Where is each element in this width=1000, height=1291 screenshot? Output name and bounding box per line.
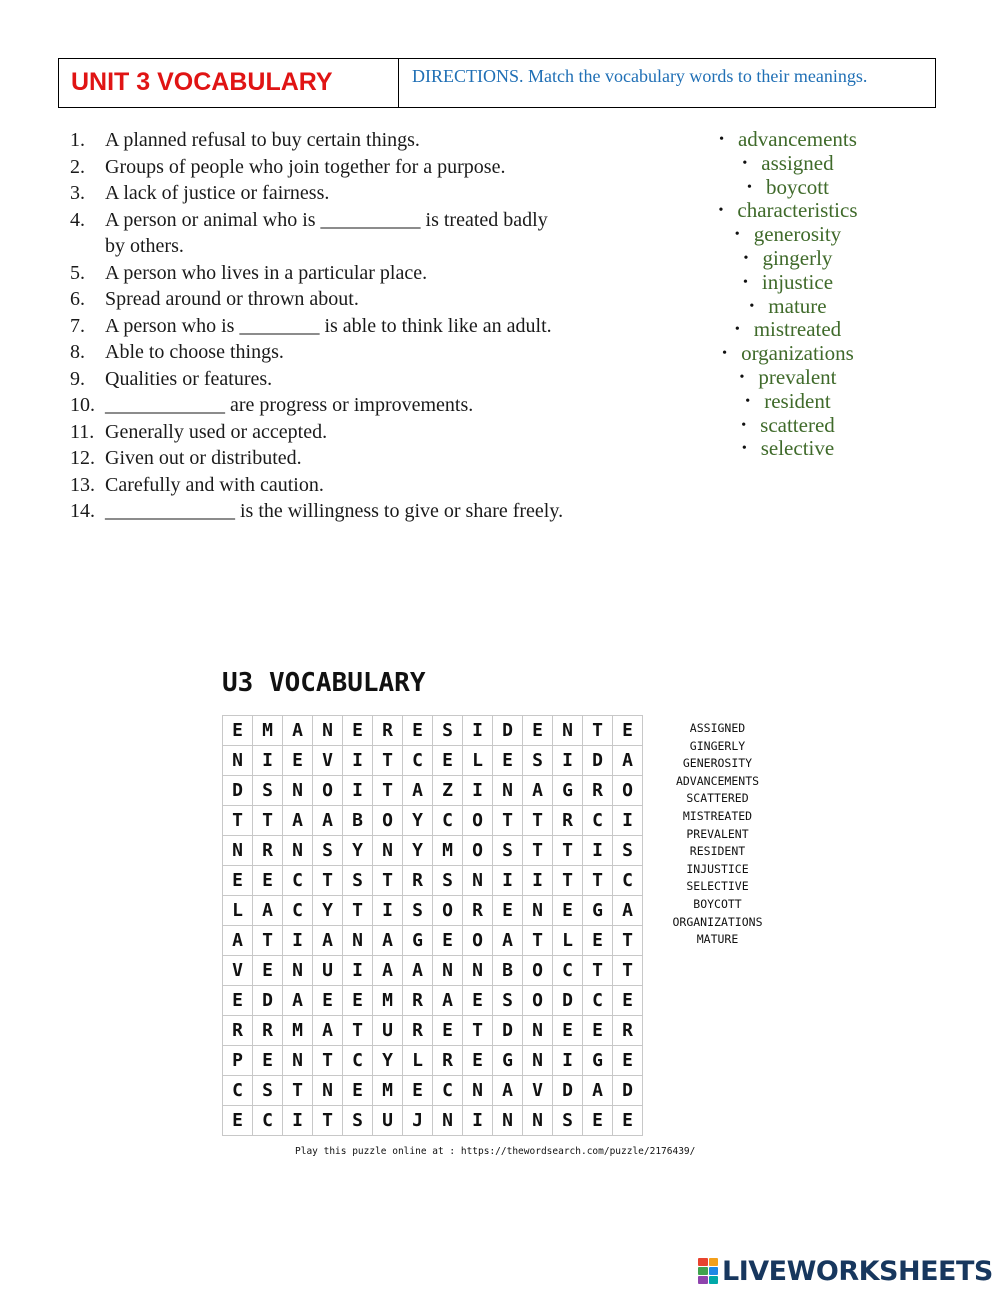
grid-cell[interactable]: T <box>343 896 373 926</box>
definition-text: A person who lives in a particular place. <box>105 261 428 284</box>
definition-text: Carefully and with caution. <box>105 473 324 496</box>
grid-cell[interactable]: T <box>313 1106 343 1136</box>
grid-cell[interactable]: A <box>223 926 253 956</box>
grid-cell[interactable]: L <box>553 926 583 956</box>
grid-cell[interactable]: V <box>223 956 253 986</box>
word-bank-item: • resident <box>688 390 888 414</box>
grid-cell[interactable]: I <box>613 806 643 836</box>
grid-cell[interactable]: E <box>253 1046 283 1076</box>
grid-cell[interactable]: N <box>523 1106 553 1136</box>
word-bank-item: • organizations <box>688 342 888 366</box>
wordsearch-word: ORGANIZATIONS <box>672 914 763 929</box>
grid-cell[interactable]: S <box>343 866 373 896</box>
definition-number: 10. <box>70 394 95 416</box>
definition-text: A planned refusal to buy certain things. <box>105 129 420 151</box>
wordsearch-word: MISTREATED <box>682 808 753 823</box>
grid-cell[interactable]: R <box>583 776 613 806</box>
grid-cell[interactable]: I <box>583 836 613 866</box>
grid-cell[interactable]: C <box>403 746 433 776</box>
grid-cell[interactable]: A <box>283 986 313 1016</box>
grid-row <box>223 1106 643 1136</box>
grid-cell[interactable]: T <box>583 716 613 746</box>
grid-row <box>223 836 643 866</box>
grid-cell[interactable]: N <box>313 716 343 746</box>
grid-cell[interactable]: A <box>613 896 643 926</box>
word-bank-item: • boycott <box>688 176 888 200</box>
grid-cell[interactable]: C <box>613 866 643 896</box>
definition-item <box>70 286 570 313</box>
grid-cell[interactable]: E <box>613 1046 643 1076</box>
word-bank <box>688 128 888 461</box>
grid-cell[interactable]: E <box>613 986 643 1016</box>
grid-cell[interactable]: A <box>253 896 283 926</box>
grid-cell[interactable]: O <box>433 896 463 926</box>
page-title: UNIT 3 VOCABULARY <box>59 59 399 107</box>
grid-cell[interactable]: T <box>253 806 283 836</box>
definition-number: 12. <box>70 447 95 469</box>
grid-cell[interactable]: T <box>493 806 523 836</box>
grid-cell[interactable]: R <box>463 896 493 926</box>
grid-cell[interactable]: E <box>553 896 583 926</box>
grid-cell[interactable]: I <box>373 896 403 926</box>
logo-text: LIVEWORKSHEETS <box>722 1255 993 1287</box>
grid-cell[interactable]: I <box>283 926 313 956</box>
grid-cell[interactable]: M <box>283 1016 313 1046</box>
grid-cell[interactable]: S <box>493 836 523 866</box>
wordsearch-grid[interactable] <box>222 715 643 1136</box>
grid-cell[interactable]: N <box>493 776 523 806</box>
definition-number: 4. <box>70 208 85 231</box>
grid-cell[interactable]: E <box>613 716 643 746</box>
grid-cell[interactable]: V <box>523 1076 553 1106</box>
grid-row <box>223 776 643 806</box>
grid-row <box>223 986 643 1016</box>
grid-cell[interactable]: N <box>523 1016 553 1046</box>
grid-cell[interactable]: T <box>313 866 343 896</box>
grid-cell[interactable]: L <box>223 896 253 926</box>
grid-cell[interactable]: R <box>223 1016 253 1046</box>
grid-cell[interactable]: E <box>223 866 253 896</box>
grid-cell[interactable]: O <box>463 836 493 866</box>
word-bank-item: • characteristics <box>688 199 888 223</box>
grid-cell[interactable]: Y <box>403 836 433 866</box>
grid-cell[interactable]: C <box>283 866 313 896</box>
grid-cell[interactable]: E <box>493 746 523 776</box>
grid-row <box>223 1046 643 1076</box>
grid-cell[interactable]: L <box>463 746 493 776</box>
grid-cell[interactable]: N <box>523 896 553 926</box>
word-bank-item: • injustice <box>688 271 888 295</box>
grid-cell[interactable]: N <box>223 746 253 776</box>
word-bank-item: • mature <box>688 295 888 319</box>
definition-text: Qualities or features. <box>105 367 273 390</box>
grid-cell[interactable]: N <box>283 776 313 806</box>
grid-cell[interactable]: S <box>523 746 553 776</box>
logo-block <box>698 1276 708 1284</box>
grid-row <box>223 716 643 746</box>
grid-cell[interactable]: N <box>433 1106 463 1136</box>
grid-cell[interactable]: I <box>463 1106 493 1136</box>
grid-cell[interactable]: J <box>403 1106 433 1136</box>
grid-row <box>223 896 643 926</box>
definition-item <box>70 366 570 393</box>
grid-cell[interactable]: C <box>223 1076 253 1106</box>
grid-cell[interactable]: B <box>343 806 373 836</box>
grid-cell[interactable]: E <box>433 1016 463 1046</box>
grid-cell[interactable]: M <box>373 986 403 1016</box>
grid-cell[interactable]: E <box>343 1076 373 1106</box>
grid-cell[interactable]: N <box>463 1076 493 1106</box>
definition-number: 7. <box>70 314 85 337</box>
grid-cell[interactable]: O <box>463 806 493 836</box>
grid-cell[interactable]: E <box>493 896 523 926</box>
grid-cell[interactable]: D <box>613 1076 643 1106</box>
grid-cell[interactable]: T <box>373 746 403 776</box>
grid-cell[interactable]: N <box>313 1076 343 1106</box>
grid-cell[interactable]: T <box>313 1046 343 1076</box>
grid-cell[interactable]: D <box>223 776 253 806</box>
grid-cell[interactable]: N <box>283 956 313 986</box>
grid-row <box>223 806 643 836</box>
logo-block <box>709 1258 719 1266</box>
grid-cell[interactable]: D <box>493 1016 523 1046</box>
grid-cell[interactable]: A <box>283 806 313 836</box>
definition-item <box>70 313 570 340</box>
word-bank-item: • scattered <box>688 414 888 438</box>
grid-cell[interactable]: S <box>433 866 463 896</box>
definition-number: 6. <box>70 288 85 310</box>
grid-row <box>223 866 643 896</box>
grid-cell[interactable]: R <box>403 1016 433 1046</box>
definitions-list <box>70 127 570 525</box>
definition-text: ____________ are progress or improvements. <box>105 394 474 416</box>
grid-cell[interactable]: N <box>463 956 493 986</box>
grid-cell[interactable]: S <box>253 1076 283 1106</box>
grid-cell[interactable]: E <box>253 956 283 986</box>
grid-cell[interactable]: N <box>493 1106 523 1136</box>
grid-cell[interactable]: G <box>553 776 583 806</box>
grid-cell[interactable]: T <box>373 866 403 896</box>
grid-cell[interactable]: T <box>613 926 643 956</box>
grid-cell[interactable]: I <box>343 776 373 806</box>
grid-cell[interactable]: I <box>553 746 583 776</box>
grid-cell[interactable]: P <box>223 1046 253 1076</box>
grid-cell[interactable]: T <box>523 806 553 836</box>
definition-text: Spread around or thrown about. <box>105 288 359 310</box>
wordsearch-title: U3 VOCABULARY <box>222 668 426 698</box>
grid-cell[interactable]: I <box>553 1046 583 1076</box>
grid-cell[interactable]: R <box>553 806 583 836</box>
grid-cell[interactable]: N <box>283 1046 313 1076</box>
grid-cell[interactable]: G <box>583 896 613 926</box>
grid-cell[interactable]: C <box>433 1076 463 1106</box>
grid-cell[interactable]: S <box>253 776 283 806</box>
wordsearch-word: SELECTIVE <box>686 879 749 894</box>
grid-cell[interactable]: M <box>373 1076 403 1106</box>
grid-cell[interactable]: Y <box>373 1046 403 1076</box>
grid-cell[interactable]: S <box>433 716 463 746</box>
definition-item <box>70 445 570 472</box>
grid-cell[interactable]: N <box>223 836 253 866</box>
grid-cell[interactable]: A <box>433 986 463 1016</box>
grid-cell[interactable]: E <box>223 986 253 1016</box>
grid-cell[interactable]: E <box>343 986 373 1016</box>
grid-cell[interactable]: A <box>403 956 433 986</box>
grid-cell[interactable]: I <box>343 956 373 986</box>
logo-block <box>709 1267 719 1275</box>
logo-block <box>698 1258 708 1266</box>
definition-number: 9. <box>70 367 85 390</box>
grid-cell[interactable]: G <box>403 926 433 956</box>
definition-item <box>70 207 570 260</box>
grid-cell[interactable]: I <box>493 866 523 896</box>
word-bank-item: • gingerly <box>688 247 888 271</box>
grid-cell[interactable]: C <box>343 1046 373 1076</box>
grid-cell[interactable]: E <box>403 716 433 746</box>
grid-cell[interactable]: G <box>583 1046 613 1076</box>
grid-cell[interactable]: E <box>403 1076 433 1106</box>
grid-cell[interactable]: S <box>553 1106 583 1136</box>
grid-cell[interactable]: O <box>313 776 343 806</box>
grid-cell[interactable]: E <box>223 1106 253 1136</box>
grid-cell[interactable]: E <box>253 866 283 896</box>
grid-cell[interactable]: A <box>313 926 343 956</box>
grid-cell[interactable]: N <box>523 1046 553 1076</box>
definition-number: 5. <box>70 261 85 284</box>
definition-number: 8. <box>70 341 85 363</box>
word-bank-item: • mistreated <box>688 318 888 342</box>
grid-cell[interactable]: I <box>523 866 553 896</box>
grid-cell[interactable]: S <box>493 986 523 1016</box>
grid-cell[interactable]: T <box>343 1016 373 1046</box>
grid-cell[interactable]: R <box>433 1046 463 1076</box>
grid-cell[interactable]: Z <box>433 776 463 806</box>
grid-cell[interactable]: I <box>463 776 493 806</box>
grid-cell[interactable]: A <box>493 1076 523 1106</box>
header-box <box>58 58 936 108</box>
grid-cell[interactable]: C <box>283 896 313 926</box>
grid-cell[interactable]: M <box>433 836 463 866</box>
wordsearch-word: INJUSTICE <box>686 861 749 876</box>
grid-cell[interactable]: R <box>613 1016 643 1046</box>
grid-row <box>223 926 643 956</box>
liveworksheets-logo <box>698 1256 993 1286</box>
definition-text: A lack of justice or fairness. <box>105 182 330 204</box>
grid-cell[interactable]: C <box>583 806 613 836</box>
grid-cell[interactable]: A <box>583 1076 613 1106</box>
logo-block <box>709 1276 719 1284</box>
definition-number: 11. <box>70 420 95 443</box>
definition-number: 3. <box>70 182 85 204</box>
grid-cell[interactable]: A <box>313 1016 343 1046</box>
grid-cell[interactable]: A <box>373 956 403 986</box>
word-bank-item: • generosity <box>688 223 888 247</box>
grid-cell[interactable]: D <box>553 1076 583 1106</box>
grid-cell[interactable]: U <box>313 956 343 986</box>
grid-cell[interactable]: A <box>313 806 343 836</box>
grid-cell[interactable]: D <box>253 986 283 1016</box>
grid-row <box>223 746 643 776</box>
grid-cell[interactable]: N <box>433 956 463 986</box>
definition-item <box>70 339 570 366</box>
definition-text: Groups of people who join together for a purpose. <box>105 155 506 178</box>
wordsearch-word: ADVANCEMENTS <box>675 773 760 788</box>
word-bank-item: • advancements <box>688 128 888 152</box>
grid-cell[interactable]: E <box>343 716 373 746</box>
definition-number: 1. <box>70 129 85 151</box>
grid-cell[interactable]: A <box>523 776 553 806</box>
word-bank-item: • selective <box>688 437 888 461</box>
grid-cell[interactable]: B <box>493 956 523 986</box>
grid-cell[interactable]: M <box>253 716 283 746</box>
wordsearch-word: RESIDENT <box>689 844 746 859</box>
grid-cell[interactable]: T <box>583 956 613 986</box>
grid-cell[interactable]: O <box>613 776 643 806</box>
grid-cell[interactable]: E <box>583 926 613 956</box>
grid-cell[interactable]: A <box>283 716 313 746</box>
grid-cell[interactable]: E <box>583 1106 613 1136</box>
definition-item <box>70 180 570 207</box>
grid-cell[interactable]: V <box>313 746 343 776</box>
definition-number: 2. <box>70 155 85 178</box>
definition-text: A person or animal who is __________ is treated badly by others. <box>105 208 548 257</box>
grid-cell[interactable]: A <box>373 926 403 956</box>
grid-cell[interactable]: N <box>463 866 493 896</box>
grid-cell[interactable]: T <box>283 1076 313 1106</box>
grid-cell[interactable]: O <box>463 926 493 956</box>
grid-cell[interactable]: T <box>523 836 553 866</box>
grid-cell[interactable]: S <box>343 1106 373 1136</box>
wordsearch-word: GENEROSITY <box>682 756 753 771</box>
grid-cell[interactable]: T <box>583 866 613 896</box>
directions-text: DIRECTIONS. Match the vocabulary words to their meanings. <box>412 66 868 86</box>
logo-block <box>698 1267 708 1275</box>
definition-item <box>70 392 570 419</box>
grid-cell[interactable]: Y <box>313 896 343 926</box>
grid-cell[interactable]: I <box>463 716 493 746</box>
definition-item <box>70 498 570 525</box>
logo-mark-icon <box>698 1258 718 1284</box>
definition-text: Generally used or accepted. <box>105 420 328 443</box>
wordsearch-word: SCATTERED <box>686 791 749 806</box>
grid-cell[interactable]: C <box>253 1106 283 1136</box>
grid-cell[interactable]: T <box>553 866 583 896</box>
word-bank-item: • prevalent <box>688 366 888 390</box>
grid-cell[interactable]: T <box>373 776 403 806</box>
grid-cell[interactable]: R <box>403 986 433 1016</box>
wordsearch-word: GINGERLY <box>689 738 746 753</box>
definition-text: A person who is ________ is able to think like an adult. <box>105 314 552 337</box>
grid-cell[interactable]: R <box>253 836 283 866</box>
grid-cell[interactable]: D <box>583 746 613 776</box>
grid-cell[interactable]: E <box>553 1016 583 1046</box>
word-bank-item: • assigned <box>688 152 888 176</box>
grid-cell[interactable]: I <box>253 746 283 776</box>
grid-cell[interactable]: E <box>313 986 343 1016</box>
wordsearch-word: MATURE <box>696 932 739 947</box>
grid-cell[interactable]: E <box>283 746 313 776</box>
grid-cell[interactable]: Y <box>403 806 433 836</box>
grid-cell[interactable]: A <box>613 746 643 776</box>
wordsearch-word: ASSIGNED <box>689 721 746 735</box>
grid-cell[interactable]: I <box>343 746 373 776</box>
grid-cell[interactable]: R <box>373 716 403 746</box>
grid-cell[interactable]: S <box>313 836 343 866</box>
grid-cell[interactable]: R <box>403 866 433 896</box>
grid-cell[interactable]: E <box>463 986 493 1016</box>
grid-cell[interactable]: E <box>523 716 553 746</box>
grid-cell[interactable]: E <box>433 926 463 956</box>
definition-number: 14. <box>70 500 95 522</box>
grid-cell[interactable]: A <box>493 926 523 956</box>
grid-cell[interactable]: R <box>253 1016 283 1046</box>
grid-cell[interactable]: D <box>493 716 523 746</box>
definition-text: _____________ is the willingness to give or share freely. <box>105 500 564 522</box>
grid-cell[interactable]: L <box>403 1046 433 1076</box>
grid-cell[interactable]: O <box>523 956 553 986</box>
grid-cell[interactable]: T <box>253 926 283 956</box>
definition-number: 13. <box>70 473 95 496</box>
wordsearch-footer: Play this puzzle online at : https://thewordsearch.com/puzzle/2176439/ <box>295 1146 696 1157</box>
definition-item <box>70 260 570 287</box>
wordsearch-word: PREVALENT <box>686 826 749 841</box>
grid-cell[interactable]: D <box>553 986 583 1016</box>
grid-cell[interactable]: T <box>523 926 553 956</box>
grid-row <box>223 956 643 986</box>
grid-cell[interactable]: N <box>343 926 373 956</box>
grid-cell[interactable]: A <box>403 776 433 806</box>
grid-cell[interactable]: E <box>223 716 253 746</box>
definition-text: Able to choose things. <box>105 341 284 363</box>
definition-item <box>70 127 570 154</box>
grid-cell[interactable]: S <box>403 896 433 926</box>
grid-cell[interactable]: Y <box>343 836 373 866</box>
definition-item <box>70 472 570 499</box>
grid-cell[interactable]: N <box>373 836 403 866</box>
grid-cell[interactable]: T <box>223 806 253 836</box>
grid-cell[interactable]: E <box>463 1046 493 1076</box>
grid-cell[interactable]: T <box>463 1016 493 1046</box>
grid-cell[interactable]: E <box>613 1106 643 1136</box>
grid-cell[interactable]: T <box>553 836 583 866</box>
grid-row <box>223 1016 643 1046</box>
wordsearch-word: BOYCOTT <box>693 896 742 911</box>
definition-item <box>70 419 570 446</box>
grid-cell[interactable]: G <box>493 1046 523 1076</box>
grid-cell[interactable]: C <box>553 956 583 986</box>
grid-row <box>223 1076 643 1106</box>
definition-item <box>70 154 570 181</box>
wordsearch-word-list <box>665 720 770 949</box>
grid-cell[interactable]: U <box>373 1106 403 1136</box>
definition-text: Given out or distributed. <box>105 447 302 469</box>
grid-cell[interactable]: C <box>433 806 463 836</box>
grid-cell[interactable]: T <box>613 956 643 986</box>
grid-cell[interactable]: O <box>373 806 403 836</box>
grid-cell[interactable]: I <box>283 1106 313 1136</box>
grid-cell[interactable]: E <box>583 1016 613 1046</box>
grid-cell[interactable]: N <box>283 836 313 866</box>
grid-cell[interactable]: C <box>583 986 613 1016</box>
grid-cell[interactable]: E <box>433 746 463 776</box>
grid-cell[interactable]: N <box>553 716 583 746</box>
grid-cell[interactable]: U <box>373 1016 403 1046</box>
grid-cell[interactable]: O <box>523 986 553 1016</box>
grid-cell[interactable]: S <box>613 836 643 866</box>
